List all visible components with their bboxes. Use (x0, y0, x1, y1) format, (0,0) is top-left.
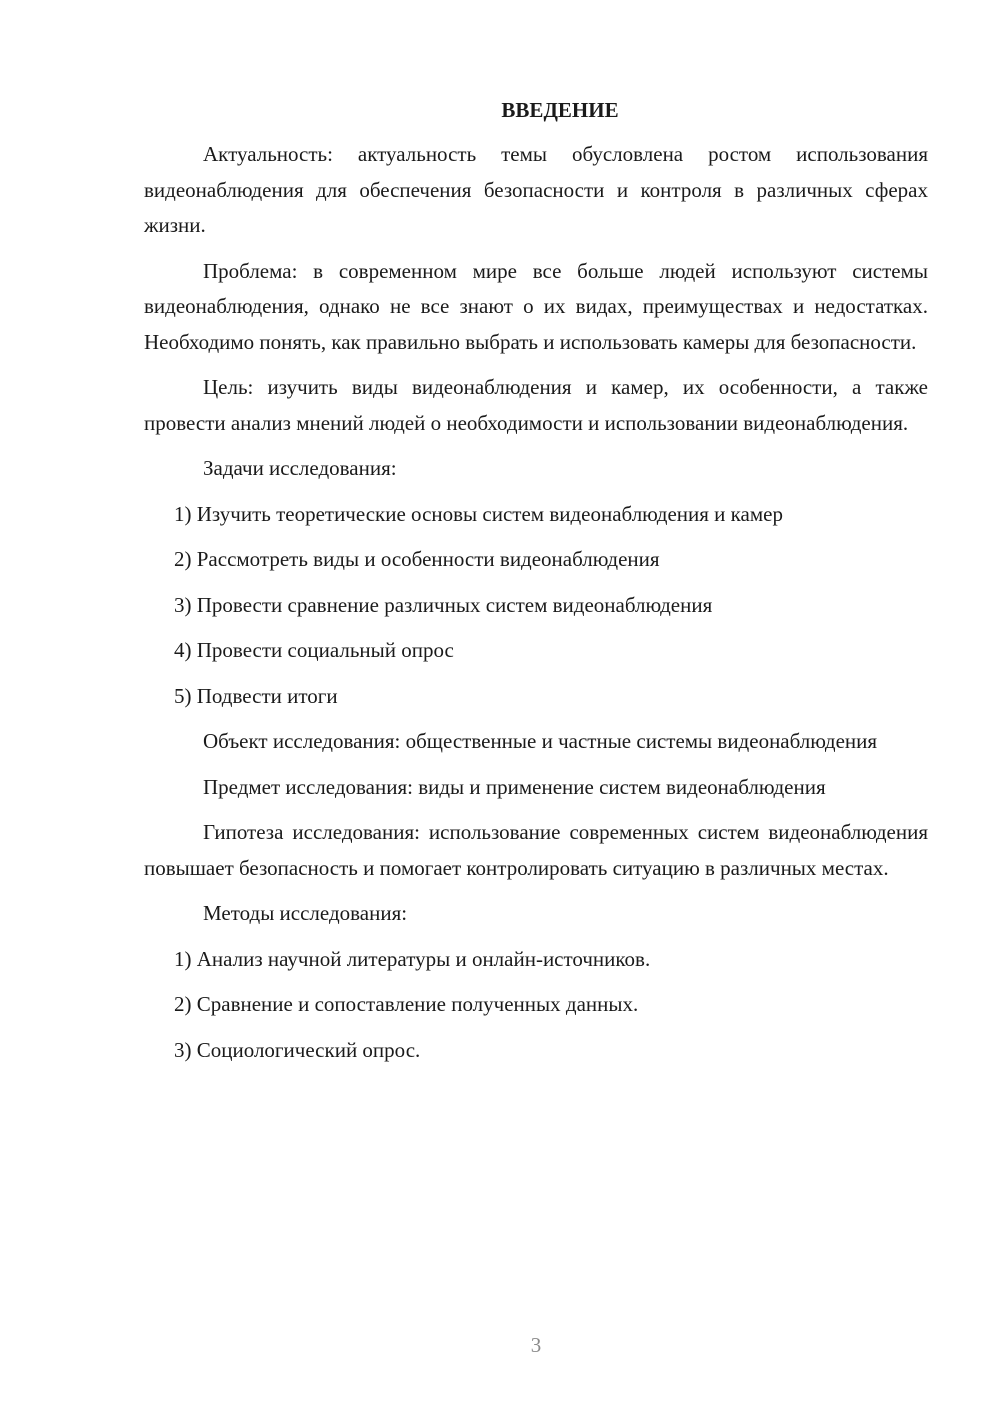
page-title: ВВЕДЕНИЕ (501, 98, 619, 122)
tasks-list (144, 497, 928, 715)
list-item: 2) Сравнение и сопоставление полученных данных. (174, 992, 639, 1016)
list-item: 5) Подвести итоги (174, 683, 338, 708)
list-item: 1) Анализ научной литературы и онлайн-источников. (174, 946, 651, 971)
list-item: 3) Социологический опрос. (174, 1037, 421, 1062)
list-item: 2) Рассмотреть виды и особенности видеонаблюдения (174, 547, 660, 571)
list-item: 1) Изучить теоретические основы систем видеонаблюдения и камер (174, 501, 783, 526)
methods-heading: Методы исследования: (203, 901, 408, 925)
paragraph-problem: Проблема: в современном мире все больше людей используют системы видеонаблюдения, однако не все знают о их видах, преимуществах и недостатках. Необходимо понять, как правильно выбрать и использовать камеры для безопасности. (144, 258, 928, 354)
page-number: 3 (530, 1333, 542, 1357)
paragraph-object: Объект исследования: общественные и частные системы видеонаблюдения (203, 729, 878, 753)
paragraph-relevance: Актуальность: актуальность темы обусловлена ростом использования видеонаблюдения для обеспечения безопасности и контроля в различных сферах жизни. (144, 142, 928, 237)
paragraph-hypothesis: Гипотеза исследования: использование современных систем видеонаблюдения повышает безопасность и помогает контролировать ситуацию в различных местах. (144, 820, 928, 880)
paragraph-goal: Цель: изучить виды видеонаблюдения и камер, их особенности, а также провести анализ мнений людей о необходимости и использовании видеонаблюдения. (144, 375, 928, 435)
paragraph-subject: Предмет исследования: виды и применение систем видеонаблюдения (203, 774, 826, 799)
methods-list (144, 942, 928, 1069)
list-item: 3) Провести сравнение различных систем видеонаблюдения (174, 592, 713, 617)
list-item: 4) Провести социальный опрос (174, 638, 454, 662)
page-content (144, 93, 928, 1078)
tasks-heading: Задачи исследования: (203, 456, 397, 480)
